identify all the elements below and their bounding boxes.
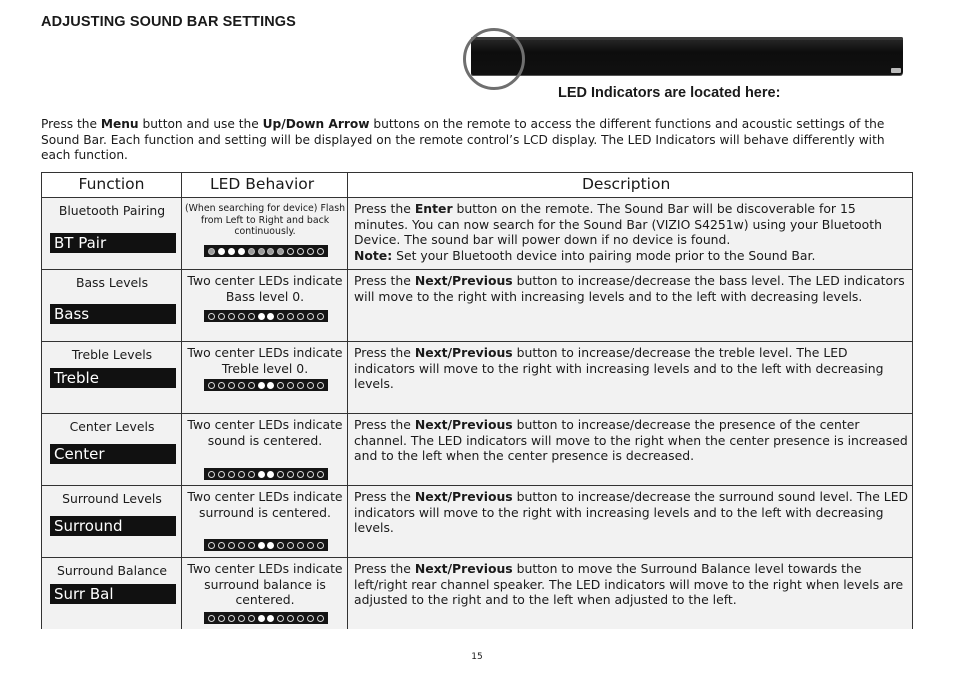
description-part: button to increase/decrease the bass level. The LED indicators will move to the right with increasing levels and to the left with decreasing levels. bbox=[354, 273, 905, 304]
function-cell bbox=[42, 486, 182, 557]
note-label: Note: bbox=[354, 247, 393, 263]
led-behavior-text: (When searching for device) Flash from Left to Right and back continuously. bbox=[184, 203, 346, 237]
led-indicator bbox=[248, 382, 255, 389]
led-indicator bbox=[267, 313, 274, 320]
description-part: button to increase/decrease the treble level. The LED indicators will move to the right with increasing levels and to the left with decreasing levels. bbox=[354, 345, 884, 392]
led-indicator bbox=[287, 615, 294, 622]
led-indicator bbox=[297, 542, 304, 549]
led-indicator bbox=[287, 382, 294, 389]
description-part: button to move the Surround Balance level towards the left/right rear channel speaker. The LED indicators will move to the right when levels are adjusted to the right and to the left when adjusted to the left. bbox=[354, 561, 904, 608]
table-row bbox=[42, 557, 912, 629]
description-text bbox=[354, 417, 910, 464]
intro-text: buttons on the remote to access the different functions and acoustic settings of the Sound Bar. Each function and setting will be displayed on the remote control’s LCD display. The LED Indicators will behave differently with each function. bbox=[41, 117, 885, 163]
led-indicator bbox=[228, 248, 235, 255]
led-indicator bbox=[248, 542, 255, 549]
led-indicator bbox=[228, 471, 235, 478]
table-row bbox=[42, 413, 912, 485]
led-indicator bbox=[218, 313, 225, 320]
description-part: Press the bbox=[354, 561, 415, 576]
led-indicator bbox=[228, 542, 235, 549]
description-text bbox=[354, 561, 910, 608]
soundbar-illustration bbox=[463, 28, 905, 90]
led-indicator bbox=[218, 382, 225, 389]
led-indicator bbox=[218, 471, 225, 478]
led-indicator bbox=[228, 382, 235, 389]
led-indicator bbox=[238, 542, 245, 549]
led-behavior-cell bbox=[182, 270, 348, 341]
led-indicator bbox=[287, 471, 294, 478]
led-location-caption: LED Indicators are located here: bbox=[558, 85, 781, 101]
description-button-term: Next/Previous bbox=[414, 489, 513, 504]
led-indicator bbox=[267, 382, 274, 389]
led-indicator bbox=[287, 542, 294, 549]
description-text bbox=[354, 345, 910, 392]
table-row bbox=[42, 197, 912, 269]
led-indicator bbox=[277, 382, 284, 389]
intro-arrow-term: Up/Down Arrow bbox=[262, 117, 370, 131]
lcd-display: Bass bbox=[50, 304, 176, 324]
led-indicator bbox=[297, 471, 304, 478]
led-indicator bbox=[297, 248, 304, 255]
lcd-display: Surround bbox=[50, 516, 176, 536]
led-location-ring bbox=[463, 28, 525, 90]
led-indicator bbox=[287, 248, 294, 255]
led-indicator bbox=[258, 313, 265, 320]
description-cell bbox=[348, 198, 912, 269]
led-indicator bbox=[277, 615, 284, 622]
led-indicator bbox=[228, 313, 235, 320]
lcd-display: Center bbox=[50, 444, 176, 464]
soundbar-logo bbox=[891, 68, 901, 73]
description-cell bbox=[348, 558, 912, 629]
function-cell bbox=[42, 270, 182, 341]
led-indicator bbox=[238, 471, 245, 478]
led-indicator bbox=[248, 615, 255, 622]
led-indicator-strip bbox=[204, 468, 328, 480]
description-button-term: Next/Previous bbox=[414, 273, 513, 288]
led-behavior-text: Two center LEDs indicate Treble level 0. bbox=[187, 345, 343, 376]
description-button-term: Next/Previous bbox=[414, 417, 513, 432]
led-indicator bbox=[307, 382, 314, 389]
function-cell bbox=[42, 558, 182, 629]
led-behavior-text: Two center LEDs indicate surround balance is centered. bbox=[187, 561, 343, 607]
led-indicator bbox=[258, 542, 265, 549]
description-text bbox=[354, 201, 910, 263]
led-indicator bbox=[297, 382, 304, 389]
led-indicator bbox=[258, 471, 265, 478]
led-indicator bbox=[208, 471, 215, 478]
led-indicator bbox=[307, 615, 314, 622]
led-indicator bbox=[317, 615, 324, 622]
lcd-display: Treble bbox=[50, 368, 176, 388]
function-cell bbox=[42, 414, 182, 485]
led-indicator bbox=[248, 313, 255, 320]
led-behavior-cell bbox=[182, 198, 348, 269]
function-name: Center Levels bbox=[69, 419, 155, 434]
led-indicator bbox=[297, 615, 304, 622]
function-name: Bluetooth Pairing bbox=[58, 203, 166, 218]
led-indicator bbox=[248, 471, 255, 478]
led-behavior-cell bbox=[182, 558, 348, 629]
led-indicator-strip bbox=[204, 379, 328, 391]
description-cell bbox=[348, 270, 912, 341]
led-indicator bbox=[307, 471, 314, 478]
led-indicator-strip bbox=[204, 612, 328, 624]
led-indicator bbox=[258, 248, 265, 255]
led-indicator bbox=[218, 248, 225, 255]
function-cell bbox=[42, 342, 182, 413]
led-indicator bbox=[267, 615, 274, 622]
led-indicator bbox=[208, 313, 215, 320]
led-indicator-strip bbox=[204, 310, 328, 322]
led-indicator bbox=[208, 382, 215, 389]
led-indicator bbox=[238, 615, 245, 622]
led-indicator bbox=[307, 313, 314, 320]
description-cell bbox=[348, 414, 912, 485]
function-name: Surround Levels bbox=[62, 491, 162, 506]
description-part: button on the remote. The Sound Bar will be discoverable for 15 minutes. You can now search for the Sound Bar (VIZIO S4251w) using your Bluetooth Device. The sound bar will power down if no device is found. bbox=[354, 201, 882, 248]
function-cell bbox=[42, 198, 182, 269]
led-indicator bbox=[277, 248, 284, 255]
led-indicator bbox=[267, 471, 274, 478]
intro-menu-term: Menu bbox=[100, 117, 139, 131]
led-indicator bbox=[307, 542, 314, 549]
led-indicator bbox=[258, 382, 265, 389]
page-heading: ADJUSTING SOUND BAR SETTINGS bbox=[41, 14, 296, 30]
led-indicator bbox=[208, 615, 215, 622]
led-behavior-cell bbox=[182, 414, 348, 485]
led-indicator bbox=[297, 313, 304, 320]
description-part: Press the bbox=[354, 417, 415, 432]
led-indicator bbox=[317, 248, 324, 255]
led-indicator bbox=[208, 542, 215, 549]
led-indicator bbox=[267, 248, 274, 255]
function-name: Treble Levels bbox=[71, 347, 153, 362]
lcd-display: Surr Bal bbox=[50, 584, 176, 604]
led-indicator bbox=[218, 542, 225, 549]
description-part: Press the bbox=[354, 273, 415, 288]
led-indicator bbox=[208, 248, 215, 255]
intro-text: Press the bbox=[41, 117, 101, 131]
note-text: Set your Bluetooth device into pairing mode prior to the Sound Bar. bbox=[392, 247, 816, 263]
led-indicator bbox=[317, 542, 324, 549]
function-name: Bass Levels bbox=[75, 275, 149, 290]
header-description: Description bbox=[582, 175, 671, 193]
description-text bbox=[354, 489, 910, 536]
settings-table bbox=[41, 172, 913, 629]
led-indicator bbox=[238, 248, 245, 255]
led-behavior-text: Two center LEDs indicate sound is centered. bbox=[187, 417, 343, 448]
led-indicator bbox=[277, 542, 284, 549]
led-indicator bbox=[258, 615, 265, 622]
led-indicator bbox=[287, 313, 294, 320]
description-button-term: Next/Previous bbox=[414, 345, 513, 360]
header-function: Function bbox=[42, 173, 182, 197]
header-led-behavior: LED Behavior bbox=[182, 173, 348, 197]
description-text bbox=[354, 273, 910, 304]
led-indicator bbox=[238, 382, 245, 389]
led-indicator bbox=[277, 313, 284, 320]
led-behavior-cell bbox=[182, 342, 348, 413]
led-indicator bbox=[277, 471, 284, 478]
description-part: Press the bbox=[354, 345, 415, 360]
description-part: button to increase/decrease the presence of the center channel. The LED indicators will move to the right when the center presence is increased and to the left when the center presence is decreased. bbox=[354, 417, 908, 464]
table-row bbox=[42, 341, 912, 413]
led-indicator-strip bbox=[204, 245, 328, 257]
intro-paragraph bbox=[41, 117, 911, 164]
led-indicator bbox=[248, 248, 255, 255]
lcd-display: BT Pair bbox=[50, 233, 176, 253]
led-behavior-text: Two center LEDs indicate surround is centered. bbox=[187, 489, 343, 520]
table-row bbox=[42, 485, 912, 557]
description-cell bbox=[348, 342, 912, 413]
description-part: button to increase/decrease the surround sound level. The LED indicators will move to the right with increasing levels and to the left with decreasing levels. bbox=[354, 489, 909, 536]
led-indicator bbox=[238, 313, 245, 320]
led-indicator bbox=[218, 615, 225, 622]
led-indicator bbox=[317, 471, 324, 478]
description-part: Press the bbox=[354, 489, 415, 504]
description-button-term: Next/Previous bbox=[414, 561, 513, 576]
description-cell bbox=[348, 486, 912, 557]
led-indicator-strip bbox=[204, 539, 328, 551]
led-behavior-cell bbox=[182, 486, 348, 557]
table-row bbox=[42, 269, 912, 341]
soundbar-top-edge bbox=[471, 37, 903, 40]
intro-text: button and use the bbox=[138, 117, 263, 131]
led-indicator bbox=[317, 382, 324, 389]
led-indicator bbox=[307, 248, 314, 255]
description-button-term: Enter bbox=[414, 201, 453, 216]
led-indicator bbox=[317, 313, 324, 320]
soundbar-body bbox=[471, 37, 903, 75]
led-behavior-text: Two center LEDs indicate Bass level 0. bbox=[187, 273, 343, 304]
page-number: 15 bbox=[471, 652, 483, 662]
function-name: Surround Balance bbox=[57, 563, 167, 578]
description-part: Press the bbox=[354, 201, 415, 216]
led-indicator bbox=[228, 615, 235, 622]
led-indicator bbox=[267, 542, 274, 549]
